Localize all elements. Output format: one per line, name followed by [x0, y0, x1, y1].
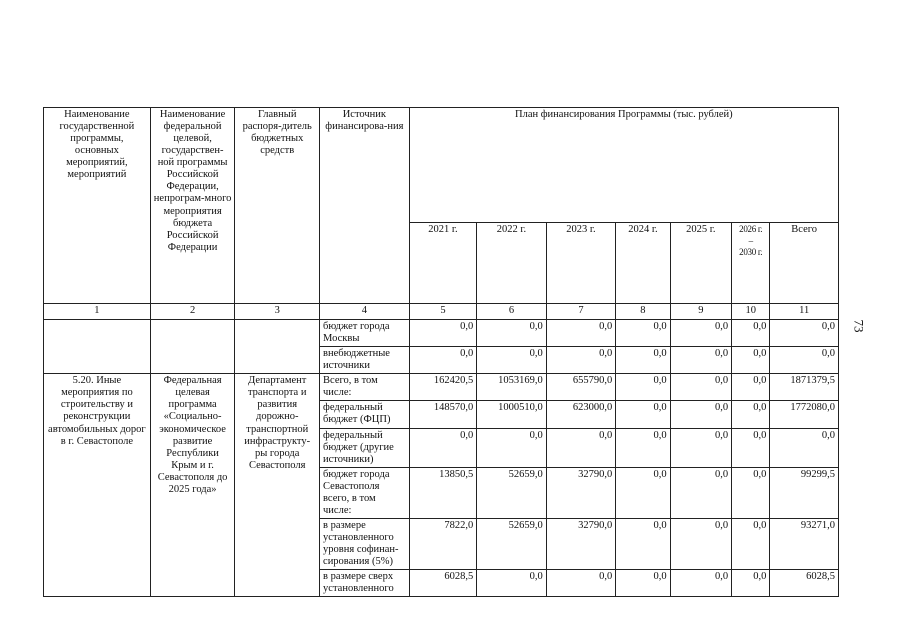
column-number: 4 [320, 304, 410, 320]
value-cell: 0,0 [670, 518, 731, 569]
value-cell: 0,0 [732, 320, 770, 347]
table-row [44, 374, 839, 401]
header-program-name: Наименование государственной программы, основных мероприятий, мероприятий [44, 108, 151, 304]
source-cell: внебюджетные источники [320, 347, 410, 374]
source-cell: в размере сверх установленного [320, 570, 410, 597]
source-cell: в размере установленного уровня софинан-сирования (5%) [320, 518, 410, 569]
header-federal-program: Наименование федеральной целевой, государствен-ной программы Российской Федерации, непрограм-много мероприятия бюджета Российской Федерации [150, 108, 235, 304]
value-cell: 0,0 [477, 320, 547, 347]
value-cell: 0,0 [616, 320, 670, 347]
value-cell: 1000510,0 [477, 401, 547, 428]
value-cell: 0,0 [670, 320, 731, 347]
value-cell: 655790,0 [546, 374, 616, 401]
value-cell: 32790,0 [546, 467, 616, 518]
source-cell: Всего, в том числе: [320, 374, 410, 401]
header-year-2022: 2022 г. [477, 223, 547, 304]
value-cell: 0,0 [770, 428, 839, 467]
column-number: 6 [477, 304, 547, 320]
value-cell: 0,0 [477, 570, 547, 597]
value-cell: 1871379,5 [770, 374, 839, 401]
value-cell: 0,0 [670, 428, 731, 467]
empty-cell [150, 320, 235, 374]
header-year-2024: 2024 г. [616, 223, 670, 304]
value-cell: 52659,0 [477, 467, 547, 518]
source-cell: бюджет города Москвы [320, 320, 410, 347]
value-cell: 162420,5 [409, 374, 477, 401]
value-cell: 0,0 [616, 374, 670, 401]
value-cell: 0,0 [770, 347, 839, 374]
source-cell: федеральный бюджет (ФЦП) [320, 401, 410, 428]
header-funding-source: Источник финансирова-ния [320, 108, 410, 304]
column-number: 1 [44, 304, 151, 320]
year-span-dash: – [748, 235, 753, 246]
value-cell: 0,0 [546, 428, 616, 467]
value-cell: 52659,0 [477, 518, 547, 569]
column-number: 9 [670, 304, 731, 320]
value-cell: 1772080,0 [770, 401, 839, 428]
year-span-end: 2030 г. [739, 247, 763, 258]
value-cell: 0,0 [409, 347, 477, 374]
header-year-2023: 2023 г. [546, 223, 616, 304]
value-cell: 1053169,0 [477, 374, 547, 401]
header-year-2026-2030 [732, 223, 770, 304]
value-cell: 0,0 [732, 401, 770, 428]
column-number: 2 [150, 304, 235, 320]
value-cell: 0,0 [616, 518, 670, 569]
value-cell: 0,0 [616, 347, 670, 374]
year-span-start: 2026 г. [739, 224, 763, 234]
value-cell: 0,0 [732, 467, 770, 518]
column-numbers-row [44, 304, 839, 320]
value-cell: 6028,5 [409, 570, 477, 597]
table-row [44, 320, 839, 347]
value-cell: 0,0 [732, 374, 770, 401]
value-cell: 99299,5 [770, 467, 839, 518]
value-cell: 0,0 [670, 374, 731, 401]
value-cell: 0,0 [616, 428, 670, 467]
header-budget-manager: Главный распоря-дитель бюджетных средств [235, 108, 320, 304]
value-cell: 0,0 [732, 428, 770, 467]
value-cell: 0,0 [616, 401, 670, 428]
value-cell: 93271,0 [770, 518, 839, 569]
value-cell: 6028,5 [770, 570, 839, 597]
value-cell: 0,0 [732, 347, 770, 374]
value-cell: 0,0 [546, 320, 616, 347]
column-number: 11 [770, 304, 839, 320]
value-cell: 0,0 [670, 401, 731, 428]
value-cell: 623000,0 [546, 401, 616, 428]
value-cell: 0,0 [732, 518, 770, 569]
column-number: 10 [732, 304, 770, 320]
header-year-2021: 2021 г. [409, 223, 477, 304]
value-cell: 0,0 [670, 467, 731, 518]
value-cell: 0,0 [670, 570, 731, 597]
page-number: 73 [851, 319, 867, 333]
header-total: Всего [770, 223, 839, 304]
value-cell: 0,0 [477, 347, 547, 374]
source-cell: бюджет города Севастополя всего, в том числе: [320, 467, 410, 518]
value-cell: 0,0 [546, 347, 616, 374]
source-cell: федеральный бюджет (другие источники) [320, 428, 410, 467]
value-cell: 0,0 [546, 570, 616, 597]
value-cell: 0,0 [732, 570, 770, 597]
value-cell: 0,0 [409, 320, 477, 347]
empty-cell [235, 320, 320, 374]
value-cell: 7822,0 [409, 518, 477, 569]
column-number: 5 [409, 304, 477, 320]
value-cell: 32790,0 [546, 518, 616, 569]
column-number: 8 [616, 304, 670, 320]
empty-cell [44, 320, 151, 374]
column-number: 7 [546, 304, 616, 320]
measure-program-cell: Федеральная целевая программа «Социально-экономическое развитие Республики Крым и г. Севастополя до 2025 года» [150, 374, 235, 597]
column-number: 3 [235, 304, 320, 320]
measure-name-cell: 5.20. Иные мероприятия по строительству и реконструкции автомобильных дорог в г. Севастополе [44, 374, 151, 597]
value-cell: 13850,5 [409, 467, 477, 518]
header-row [44, 108, 839, 223]
value-cell: 0,0 [616, 467, 670, 518]
value-cell: 0,0 [670, 347, 731, 374]
value-cell: 0,0 [616, 570, 670, 597]
header-year-2025: 2025 г. [670, 223, 731, 304]
value-cell: 148570,0 [409, 401, 477, 428]
financing-table [43, 107, 839, 597]
value-cell: 0,0 [770, 320, 839, 347]
value-cell: 0,0 [409, 428, 477, 467]
measure-manager-cell: Департамент транспорта и развития дорожно-транспортной инфраструкту-ры города Севастополя [235, 374, 320, 597]
header-plan-title: План финансирования Программы (тыс. рублей) [409, 108, 838, 223]
value-cell: 0,0 [477, 428, 547, 467]
